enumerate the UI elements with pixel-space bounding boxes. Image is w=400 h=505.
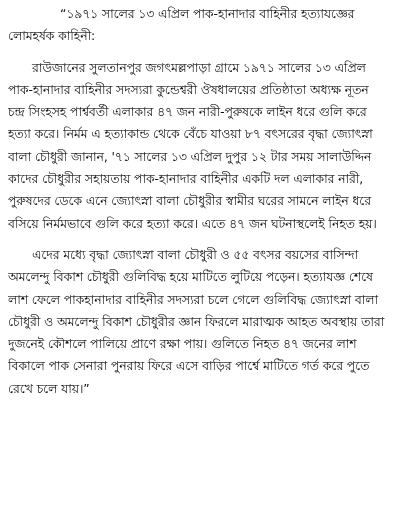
paragraph-1-line: পুরুষদের ডেকে এনে জ্যোৎস্না বালা চৌধুরীর স্বামীর ঘরের সামনে লাইন ধরে <box>8 193 371 209</box>
paragraph-2-line: এদের মধ্যে বৃদ্ধা জ্যোৎস্না বালা চৌধুরী ও ৫৫ বৎসর বয়সের বাসিন্দা <box>32 246 359 262</box>
paragraph-2-line: লাশ ফেলে পাকহানাদার বাহিনীর সদস্যরা চলে গেলে গুলিবিদ্ধ জ্যোৎস্না বালা <box>8 291 378 307</box>
paragraph-2-line: দুজনেই কৌশলে পালিয়ে প্রাণে রক্ষা পায়। গুলিতে নিহত ৪৭ জনের লাশ <box>8 336 357 352</box>
paragraph-2-line: অমলেন্দু বিকাশ চৌধুরী গুলিবিদ্ধ হয়ে মাটিতে লুটিয়ে পড়েন। হত্যাযজ্ঞ শেষে <box>8 269 373 285</box>
paragraph-1-line: বসিয়ে নির্মমভাবে গুলি করে হত্যা করে। এতে ৪৭ জন ঘটনাস্থলেই নিহত হয়। <box>8 215 377 231</box>
paragraph-1-line: পাক-হানাদার বাহিনীর সদস্যরা কুন্ডেশ্বরী ঔষধালয়ের প্রতিষ্ঠাতা অধ্যক্ষ নূতন <box>8 81 369 97</box>
paragraph-1-line: কাদের চৌধুরীর সহায়তায় পাক-হানাদার বাহিনীর একটি দল এলাকার নারী, <box>8 171 364 187</box>
paragraph-2 <box>8 244 394 400</box>
paragraph-1-line: রাউজানের সুলতানপুর জগৎমল্লপাড়া গ্রামে ১৯৭১ সালের ১৩ এপ্রিল <box>32 59 366 75</box>
quote-title-line-2: লোমহর্ষক কাহিনী: <box>8 28 96 44</box>
paragraph-2-line: চৌধুরী ও অমলেন্দু বিকাশ চৌধুরীর জ্ঞান ফিরলে মারাত্মক আহত অবস্থায় তারা <box>8 313 385 329</box>
quote-title-line-1: “১৯৭১ সালের ১৩ এপ্রিল পাক-হানাদার বাহিনীর হত্যাযজ্ঞের <box>60 6 355 21</box>
paragraph-1-line: বালা চৌধুরী জানান, '৭১ সালের ১৩ এপ্রিল দুপুর ১২ টার সময় সালাউদ্দিন <box>8 148 372 164</box>
paragraph-1-line: চন্দ্র সিংহসহ পার্শ্ববর্তী এলাকার ৪৭ জন নারী-পুরুষকে লাইন ধরে গুলি করে <box>8 104 367 120</box>
paragraph-gap <box>8 235 394 244</box>
paragraph-2-line: রেখে চলে যায়।” <box>8 380 90 396</box>
paragraph-1-line: হত্যা করে। নির্মম এ হত্যাকান্ড থেকে বেঁচে যাওয়া ৮৭ বৎসরের বৃদ্ধা জ্যোৎস্না <box>8 126 373 142</box>
paragraph-1 <box>8 57 394 235</box>
paragraph-2-line: বিকালে পাক সেনারা পুনরায় ফিরে এসে বাড়ির পার্শ্বে মাটিতে গর্ত করে পুতে <box>8 358 370 374</box>
paragraph-gap <box>8 48 394 57</box>
